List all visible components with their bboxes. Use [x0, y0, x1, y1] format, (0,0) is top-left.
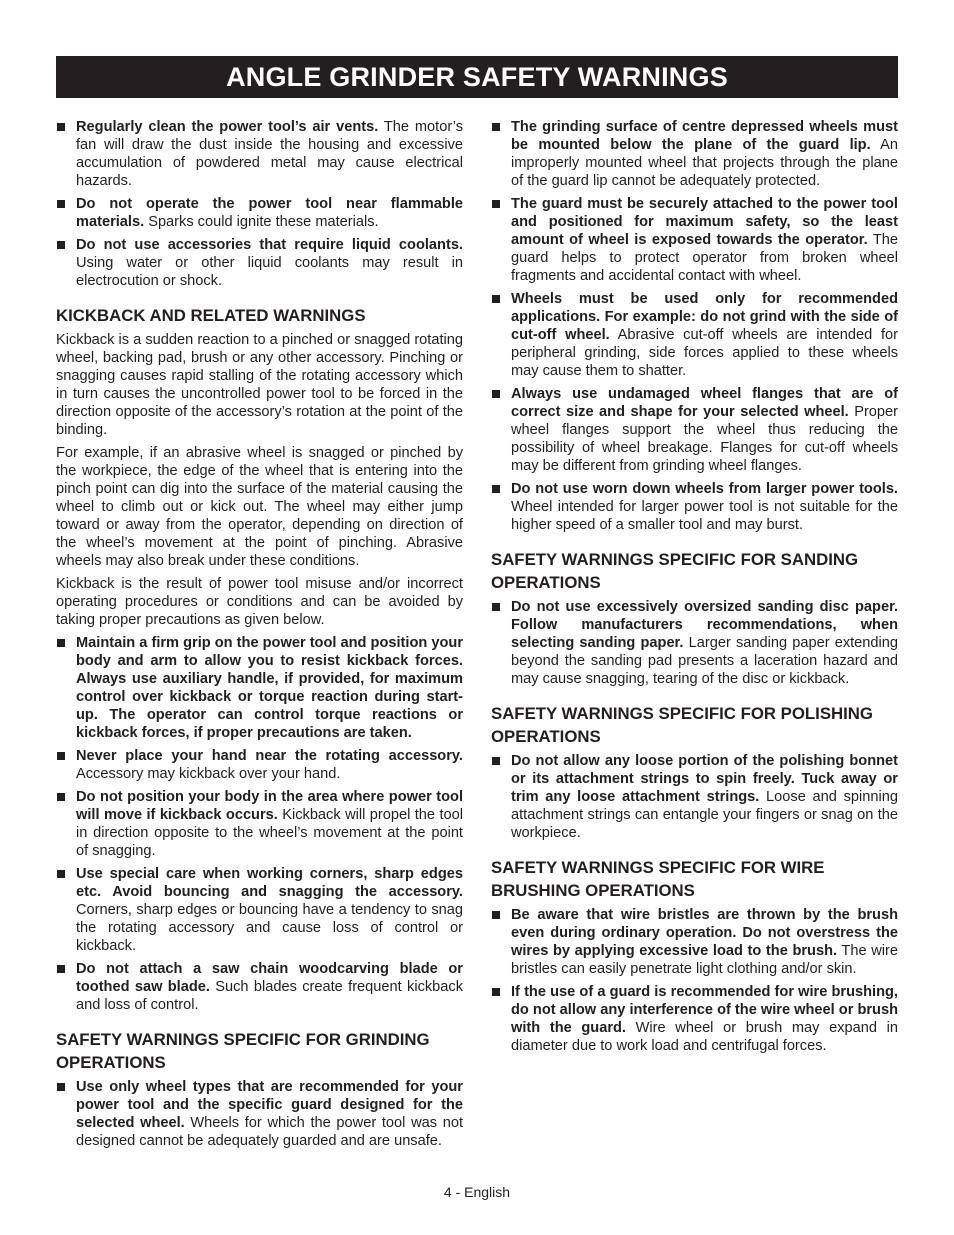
left-column [56, 118, 463, 1155]
paragraph: Kickback is the result of power tool misuse and/or incorrect operating procedures or conditions and can be avoided by taking proper precautions as given below. [56, 576, 463, 628]
warning-bold: Never place your hand near the rotating accessory. [76, 748, 463, 764]
warning-bold: Do not use worn down wheels from larger power tools. [511, 481, 898, 497]
warning-bold: Always use undamaged wheel flanges that are of correct size and shape for your selected wheel. [511, 386, 898, 420]
list-item [56, 960, 463, 1014]
list-item [491, 385, 898, 475]
warning-bold: Regularly clean the power tool’s air vents. [76, 119, 379, 135]
list-item [491, 480, 898, 534]
warning-bold: Wheels must be used only for recommended applications. For example: do not grind with the side of cut-off wheel. [511, 291, 898, 343]
square-bullet-icon [57, 639, 65, 647]
list-item [491, 290, 898, 380]
warning-bold: Maintain a firm grip on the power tool and position your body and arm to allow you to resist kickback forces. Always use auxiliary handle, if provided, for maximum control over kickback or torque reaction during start-up. The operator can control torque reactions or kickback forces, if proper precautions are taken. [76, 635, 463, 741]
warning-bold: Do not use accessories that require liquid coolants. [76, 237, 463, 253]
warning-text: Wire wheel or brush may expand in diameter due to work load and centrifugal forces. [511, 1020, 898, 1054]
warning-text: Larger sanding paper extending beyond the sanding pad presents a laceration hazard and may cause snagging, tearing of the disc or kickback. [511, 635, 898, 687]
square-bullet-icon [57, 200, 65, 208]
list-item [56, 747, 463, 783]
list-item [491, 118, 898, 190]
square-bullet-icon [492, 988, 500, 996]
page-number: 4 - English [443, 1184, 511, 1200]
warning-bold: Use only wheel types that are recommended for your power tool and the specific guard designed for the selected wheel. [76, 1079, 463, 1131]
warning-bold: Use special care when working corners, sharp edges etc. Avoid bouncing and snagging the accessory. [76, 866, 463, 900]
square-bullet-icon [492, 603, 500, 611]
list-item [491, 598, 898, 688]
square-bullet-icon [492, 200, 500, 208]
warning-text: Proper wheel flanges support the wheel thus reducing the possibility of wheel breakage. Flanges for cut-off wheels may be different from grinding wheel flanges. [511, 404, 899, 474]
warning-text: The wire bristles can easily penetrate light clothing and/or skin. [511, 943, 898, 977]
warning-bold: The grinding surface of centre depressed wheels must be mounted below the plane of the guard lip. [511, 119, 898, 153]
square-bullet-icon [492, 911, 500, 919]
paragraph: For example, if an abrasive wheel is snagged or pinched by the workpiece, the edge of the wheel that is entering into the pinch point can dig into the surface of the material causing the wheel to climb out or kick out. The wheel may either jump toward or away from the operator, depending on direction of the wheel’s movement at the point of pinching. Abrasive wheels may also break under these conditions. [56, 445, 463, 569]
square-bullet-icon [492, 295, 500, 303]
warning-text: An improperly mounted wheel that projects through the plane of the guard lip cannot be adequately protected. [511, 137, 898, 189]
warning-bold: Do not position your body in the area where power tool will move if kickback occurs. [76, 789, 463, 823]
section-heading-wire-brushing: SAFETY WARNINGS SPECIFIC FOR WIRE BRUSHING OPERATIONS [491, 858, 825, 900]
warning-text: Loose and spinning attachment strings can entangle your fingers or snag on the workpiece. [511, 789, 898, 841]
warning-text: Wheels for which the power tool was not designed cannot be adequately guarded and are unsafe. [76, 1115, 464, 1149]
section-heading-sanding: SAFETY WARNINGS SPECIFIC FOR SANDING OPERATIONS [491, 550, 859, 592]
warning-bold: The guard must be securely attached to the power tool and positioned for maximum safety, so the least amount of wheel is exposed towards the operator. [511, 196, 898, 248]
warning-bold: Do not allow any loose portion of the polishing bonnet or its attachment strings to spin freely. Tuck away or trim any loose attachment strings. [511, 753, 898, 805]
list-item [491, 906, 898, 978]
square-bullet-icon [57, 123, 65, 131]
warning-text: Corners, sharp edges or bouncing have a tendency to snag the rotating accessory and cause loss of control or kickback. [76, 902, 463, 954]
square-bullet-icon [57, 1083, 65, 1091]
square-bullet-icon [57, 241, 65, 249]
list-item [491, 752, 898, 842]
warning-text: The motor’s fan will draw the dust inside the housing and excessive accumulation of powdered metal may cause electrical hazards. [76, 119, 463, 189]
page-title: ANGLE GRINDER SAFETY WARNINGS [56, 56, 898, 98]
warning-text: Kickback will propel the tool in direction opposite to the wheel’s movement at the point of snagging. [76, 807, 463, 859]
warning-text: Such blades create frequent kickback and loss of control. [76, 979, 463, 1013]
warning-text: Wheel intended for larger power tool is not suitable for the higher speed of a smaller tool and may burst. [511, 499, 898, 533]
list-item [56, 634, 463, 742]
square-bullet-icon [492, 485, 500, 493]
list-item [56, 195, 463, 231]
warning-bold: If the use of a guard is recommended for wire brushing, do not allow any interference of the wire wheel or brush with the guard. [511, 984, 898, 1036]
square-bullet-icon [492, 123, 500, 131]
paragraph: Kickback is a sudden reaction to a pinched or snagged rotating wheel, backing pad, brush or any other accessory. Pinching or snagging causes rapid stalling of the rotating accessory which in turn causes the uncontrolled power tool to be forced in the direction opposite of the accessory’s rotation at the point of the binding. [56, 332, 463, 438]
section-heading-polishing: SAFETY WARNINGS SPECIFIC FOR POLISHING OPERATIONS [491, 704, 873, 746]
warning-bold: Do not attach a saw chain woodcarving blade or toothed saw blade. [76, 961, 463, 995]
warning-text: Sparks could ignite these materials. [144, 214, 379, 230]
square-bullet-icon [57, 752, 65, 760]
list-item [56, 118, 463, 190]
square-bullet-icon [57, 870, 65, 878]
section-heading-kickback: KICKBACK AND RELATED WARNINGS [56, 306, 366, 325]
list-item [56, 236, 463, 290]
square-bullet-icon [57, 793, 65, 801]
warning-bold: Do not use excessively oversized sanding disc paper. Follow manufacturers recommendations, when selecting sanding paper. [511, 599, 898, 651]
warning-text: Accessory may kickback over your hand. [76, 766, 341, 782]
square-bullet-icon [492, 390, 500, 398]
section-heading-grinding: SAFETY WARNINGS SPECIFIC FOR GRINDING OPERATIONS [56, 1030, 430, 1072]
warning-text: The guard helps to protect operator from broken wheel fragments and accidental contact with wheel. [511, 232, 898, 284]
list-item [56, 865, 463, 955]
square-bullet-icon [492, 757, 500, 765]
warning-bold: Do not operate the power tool near flammable materials. [76, 196, 463, 230]
warning-text: Using water or other liquid coolants may result in electrocution or shock. [76, 255, 463, 289]
list-item [56, 788, 463, 860]
right-column [491, 118, 898, 1060]
square-bullet-icon [57, 965, 65, 973]
list-item [491, 983, 898, 1055]
list-item [56, 1078, 463, 1150]
warning-bold: Be aware that wire bristles are thrown by the brush even during ordinary operation. Do not overstress the wires by applying excessive load to the brush. [511, 907, 898, 959]
warning-text: Abrasive cut-off wheels are intended for peripheral grinding, side forces applied to these wheels may cause them to shatter. [511, 327, 898, 379]
list-item [491, 195, 898, 285]
